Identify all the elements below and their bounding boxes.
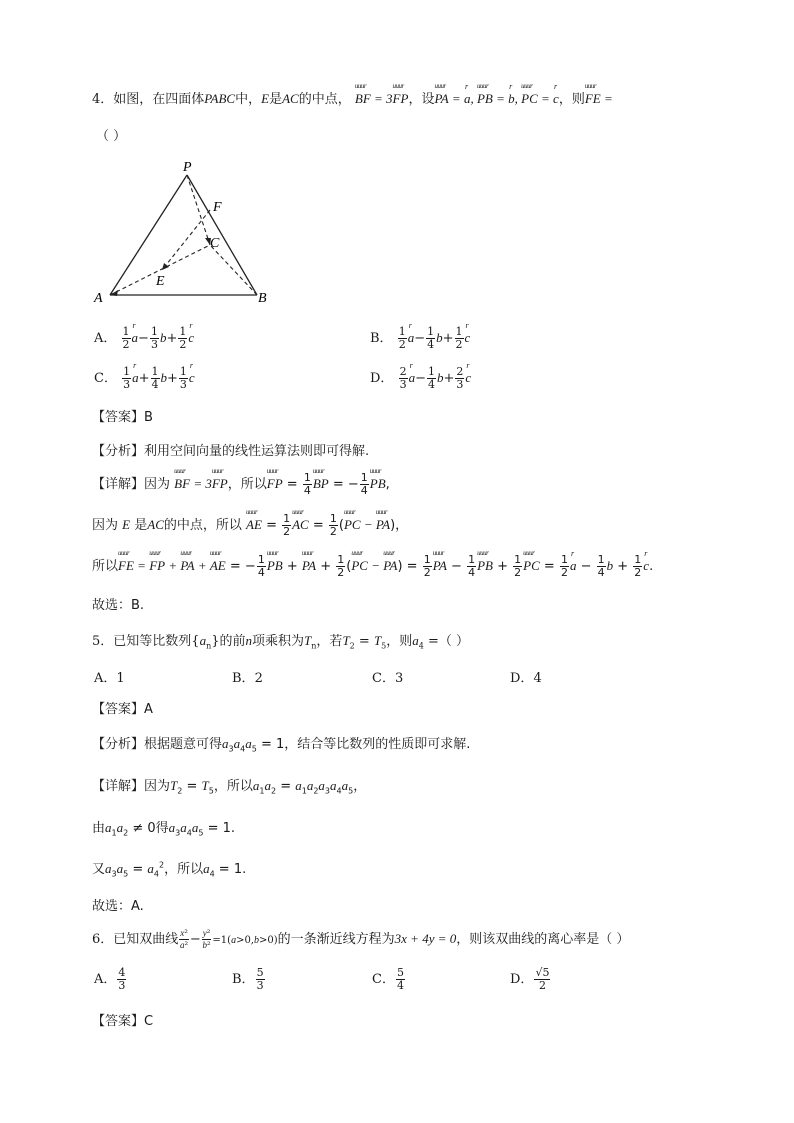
q4-conclusion: 故选：B. [92,598,145,613]
q4-option-a[interactable]: A． $\frac{1}{2}$ r a− $\frac{1}{3}$ b+ $\frac{1}{2}$ r c [94,326,194,351]
q5-option-a[interactable]: A．1 [94,671,125,686]
label-A: A [94,291,103,305]
q5-option-d[interactable]: D．4 [510,671,542,686]
vector-FE [162,210,210,270]
q4-stem: 4．如图，在四面体PABC中，E是AC的中点， uuur BF = 3uuur FP，设uuur PA = r a, uuur PB = r b, uuur PC = r c，则uuur FE = [92,88,613,107]
edge-BC [210,245,257,295]
q4-option-c[interactable]: C． $\frac{1}{3}$ r a+ $\frac{1}{4}$ b+ $\frac{1}{3}$ r c [94,366,195,391]
q5-stem: 5．已知等比数列$\{a_n\}$的前n项乘积为$T_n$，若$T_2 = T_5$，则$a_4$ =（ ） [92,633,470,651]
q4-option-d[interactable]: D． $\frac{2}{3}$ r a− $\frac{1}{4}$ b+ $\frac{2}{3}$ r c [370,366,471,391]
q6-option-b[interactable]: B． $\frac{5}{3}$ [232,966,264,992]
q5-detail-line3: 又$a_3a_5 = a_4^2$，所以$a_4 = 1$. [92,860,247,879]
label-C: C [210,236,220,251]
q5-detail-line2: 由$a_1a_2 \ne 0$得$a_3a_4a_5 = 1$. [92,820,235,838]
q4-answer: 【答案】B [92,410,153,425]
q6-option-a[interactable]: A． $\frac{4}{3}$ [94,966,126,992]
q6-stem: 6．已知双曲线 $\frac{\text{x²}}{\text{a²}}$ − $\frac{\text{y²}}{\text{b²}}$ =1(a>0,b>0)的一条渐近线方程为3x + 4y = 0，则该双曲线的离心率是（ ） [92,928,630,951]
arrow-FE [162,263,169,270]
label-E: E [156,274,165,289]
q4-paren: （ ） [96,129,127,144]
q4-detail-line2: 因为 E 是AC的中点，所以 uuur AE = $\frac{1}{2}$ uuur AC = $\frac{1}{2}$ (uuur PC − uuur PA)， [92,513,408,538]
q6-answer: 【答案】C [92,1014,154,1029]
q5-analysis: 【分析】根据题意可得$a_3a_4a_5 = 1$，结合等比数列的性质即可求解. [92,736,471,754]
q5-conclusion: 故选：A. [92,899,144,914]
q6-option-c[interactable]: C． $\frac{5}{4}$ [372,966,404,992]
q4-detail-line3: 所以uuur FE = uuur FP + uuur PA + uuur AE = − $\frac{1}{4}$ uuur PB + uuur PA + $\frac{1}{2}$ (uuur PC − uuur PA) = $\frac{1}{2}$ uuur PA − $\frac{1}{4}$ uuur PB + $\frac{1}{2}$ uuur PC = $\frac{1}{2}$ r a − $\frac{1}{4}$ b + $\frac{1}{2}$ r c. [92,554,653,579]
q4-option-b[interactable]: B． $\frac{1}{2}$ r a− $\frac{1}{4}$ b+ $\frac{1}{2}$ r c [370,326,470,351]
tetrahedron-figure [90,155,280,305]
q5-answer: 【答案】A [92,702,153,717]
q4-analysis: 【分析】利用空间向量的线性运算法则即可得解. [92,444,370,459]
edge-PA [110,175,187,295]
label-P: P [183,160,192,175]
label-B: B [258,291,267,305]
label-F: F [213,200,222,215]
q6-option-d[interactable]: D． $\frac{√5}{2}$ [510,966,550,992]
q5-detail-line1: 【详解】因为$T_2 = T_5$，所以$a_1a_2 = a_1a_2a_3a_4a_5$， [92,778,367,796]
edge-PB [187,175,257,295]
q5-option-b[interactable]: B．2 [232,671,263,686]
q5-option-c[interactable]: C．3 [372,671,404,686]
q4-detail-line1: 【详解】因为 uuur BF = 3uuur FP，所以uuur FP = $\frac{1}{4}$ uuur BP = − $\frac{1}{4}$ uuur PB, [92,472,390,497]
